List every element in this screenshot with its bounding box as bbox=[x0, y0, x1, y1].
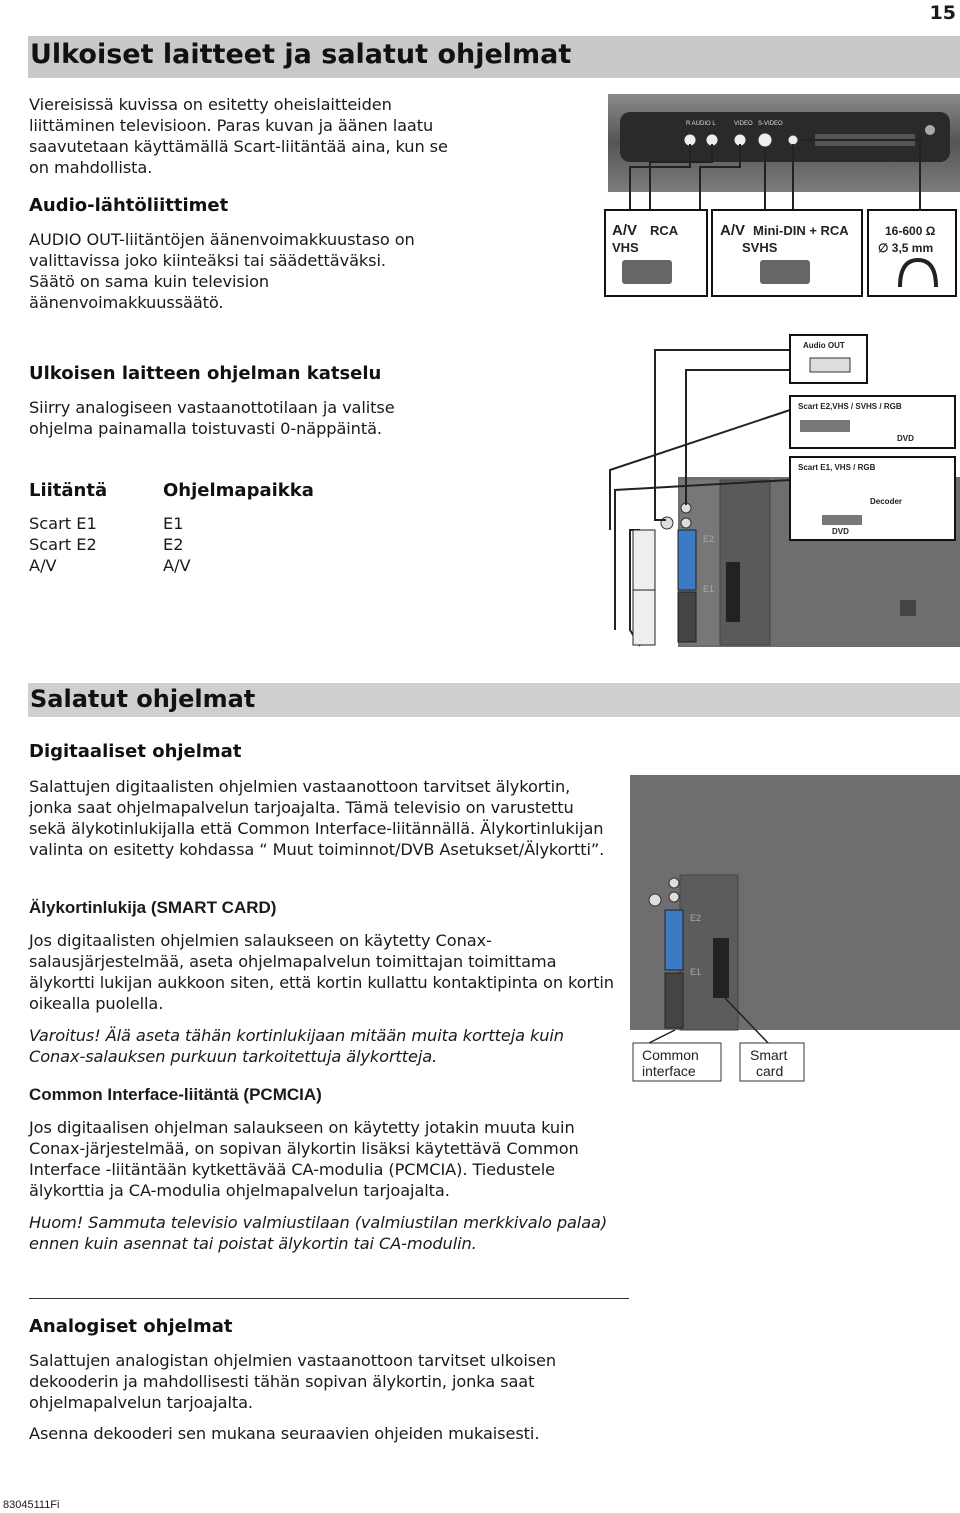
table-header-program: Ohjelmapaikka bbox=[163, 480, 314, 501]
ci-paragraph: Jos digitaalisen ohjelman salaukseen on käytetty jotakin muuta kuin Conax-järjestelmää, on sopivan älykortin lisäksi käytettävä Common Interface -liitäntään kytkettävää CA-modulia (PCMCIA). Tiedustele älykorttia ja CA-modulia ohjelmapalvelun tarjoajalta. bbox=[29, 1118, 579, 1200]
analog-paragraph-2: Asenna dekooderi sen mukana seuraavien ohjeiden mukaisesti. bbox=[29, 1424, 540, 1443]
audio-out-label: Audio OUT bbox=[803, 341, 845, 350]
scart-e1-label: Scart E1, VHS / RGB bbox=[798, 463, 876, 472]
jack bbox=[669, 892, 679, 902]
external-paragraph: Siirry analogiseen vastaanottotilaan ja valitse ohjelma painamalla toistuvasti 0-näppäintä. bbox=[29, 398, 395, 438]
dvd-label: DVD bbox=[897, 434, 914, 443]
smart-callout-line2: card bbox=[756, 1063, 784, 1079]
table-cell: E2 bbox=[163, 535, 184, 554]
scart-bay bbox=[680, 875, 738, 1030]
ci-callout-line2: interface bbox=[642, 1063, 696, 1079]
section-title: Salatut ohjelmat bbox=[30, 685, 256, 713]
table-cell: A/V bbox=[29, 556, 57, 575]
label-e1: E1 bbox=[690, 967, 702, 977]
smart-callout-line1: Smart bbox=[750, 1047, 788, 1063]
section-banner bbox=[28, 683, 960, 717]
scart-plug bbox=[633, 590, 655, 645]
footer-code: 83045111Fi bbox=[3, 1499, 60, 1511]
jack bbox=[669, 878, 679, 888]
box2-line1b: Mini-DIN + RCA bbox=[753, 223, 849, 238]
jack bbox=[649, 894, 661, 906]
table-cell: A/V bbox=[163, 556, 191, 575]
table-header-connection: Liitäntä bbox=[29, 480, 108, 501]
amplifier-icon bbox=[810, 358, 850, 372]
box1-line1b: RCA bbox=[650, 223, 679, 238]
analog-paragraph: Salattujen analogistan ohjelmien vastaanottoon tarvitset ulkoisen dekooderin ja mahdollisesti tähän sopivan älykortin, jonka saat ohjelmapalvelun tarjoajalta. bbox=[29, 1351, 557, 1412]
table-cell: E1 bbox=[163, 514, 184, 533]
ci-heading: Common Interface-liitäntä (PCMCIA) bbox=[29, 1085, 322, 1104]
table-cell: Scart E1 bbox=[29, 514, 97, 533]
label-e1: E1 bbox=[703, 584, 715, 594]
dvd-player-icon bbox=[822, 515, 862, 525]
indicator bbox=[925, 125, 935, 135]
jack bbox=[681, 518, 691, 528]
ci-callout-line1: Common bbox=[642, 1047, 699, 1063]
table-column-program bbox=[163, 513, 191, 576]
smart-card-paragraph: Jos digitaalisten ohjelmien salaukseen on käytetty Conax-salausjärjestelmää, aseta ohjelmapalvelun toimittajan toimittama älykortti lukijan aukkoon siten, että kortin kullattu kontaktipinta on kortin oikealla puolella. bbox=[29, 931, 614, 1013]
rear-grille bbox=[900, 600, 916, 616]
box2-line2: SVHS bbox=[742, 240, 778, 255]
headphone-jack bbox=[788, 135, 798, 145]
section-title: Ulkoiset laitteet ja salatut ohjelmat bbox=[30, 39, 572, 70]
section-banner bbox=[28, 36, 960, 78]
analog-heading: Analogiset ohjelmat bbox=[29, 1316, 233, 1337]
svideo-jack bbox=[758, 133, 772, 147]
intro-paragraph: Viereisissä kuvissa on esitetty oheislaitteiden liittäminen televisioon. Paras kuvan ja äänen laatu saavutetaan käyttämällä Scart-liitäntää aina, kun se on mahdollista. bbox=[29, 95, 448, 177]
audio-paragraph: AUDIO OUT-liitäntöjen äänenvoimakkuustaso on valittavissa joko kiinteäksi tai säädettäväksi. Säätö on sama kuin television äänenvoimakkuussäätö. bbox=[29, 230, 415, 312]
scart-e1 bbox=[678, 592, 696, 642]
table-cell: Scart E2 bbox=[29, 535, 97, 554]
box1-line2: VHS bbox=[612, 240, 639, 255]
box3-line2: ∅ 3,5 mm bbox=[878, 241, 934, 255]
scart-e2 bbox=[665, 910, 683, 970]
label-e2: E2 bbox=[703, 534, 715, 544]
external-heading: Ulkoisen laitteen ohjelman katselu bbox=[29, 363, 382, 384]
warning-paragraph: Varoitus! Älä aseta tähän kortinlukijaan mitään muita kortteja kuin Conax-salauksen purkuun tarkoitettuja älykortteja. bbox=[29, 1026, 564, 1066]
table-column-connection bbox=[29, 513, 97, 576]
section-divider bbox=[29, 1298, 629, 1299]
smart-card-heading: Älykortinlukija (SMART CARD) bbox=[29, 898, 277, 917]
label-svideo: S-VIDEO bbox=[758, 121, 783, 127]
scart-e1 bbox=[665, 973, 683, 1028]
digital-paragraph: Salattujen digitaalisten ohjelmien vastaanottoon tarvitset älykortin, jonka saat ohjelmapalvelun tarjoajalta. Tämä televisio on varustettu sekä älykotinlukijalla että Common Interface-liitännällä. Älykortinlukijan valinta on esitetty kohdassa “ Muut toiminnot/DVB Asetukset/Älykortti”. bbox=[29, 777, 605, 859]
jack bbox=[661, 517, 673, 529]
vcr-icon bbox=[800, 420, 850, 432]
camcorder-icon bbox=[622, 260, 672, 284]
page-number: 15 bbox=[929, 2, 956, 24]
label-video: VIDEO bbox=[734, 121, 753, 127]
box3-line1: 16-600 Ω bbox=[885, 224, 936, 238]
decoder-label: Decoder bbox=[870, 497, 903, 506]
digital-heading: Digitaaliset ohjelmat bbox=[29, 741, 242, 762]
card-slot bbox=[726, 562, 740, 622]
note-paragraph: Huom! Sammuta televisio valmiustilaan (valmiustilan merkkivalo palaa) ennen kuin asennat tai poistat älykortin tai CA-modulin. bbox=[29, 1213, 608, 1253]
box1-line1: A/V bbox=[612, 222, 638, 239]
scart-e2-label: Scart E2,VHS / SVHS / RGB bbox=[798, 402, 902, 411]
card-reader-diagram bbox=[630, 775, 960, 1085]
front-panel-diagram bbox=[600, 92, 960, 304]
label-e2: E2 bbox=[690, 913, 702, 923]
box2-line1: A/V bbox=[720, 222, 746, 239]
dvd-label-2: DVD bbox=[832, 527, 849, 536]
scart-e2 bbox=[678, 530, 696, 590]
rear-panel-diagram bbox=[600, 330, 960, 648]
audio-heading: Audio-lähtöliittimet bbox=[29, 195, 229, 216]
camcorder-icon bbox=[760, 260, 810, 284]
card-slot bbox=[713, 938, 729, 998]
label-audio: R AUDIO L bbox=[686, 121, 716, 127]
